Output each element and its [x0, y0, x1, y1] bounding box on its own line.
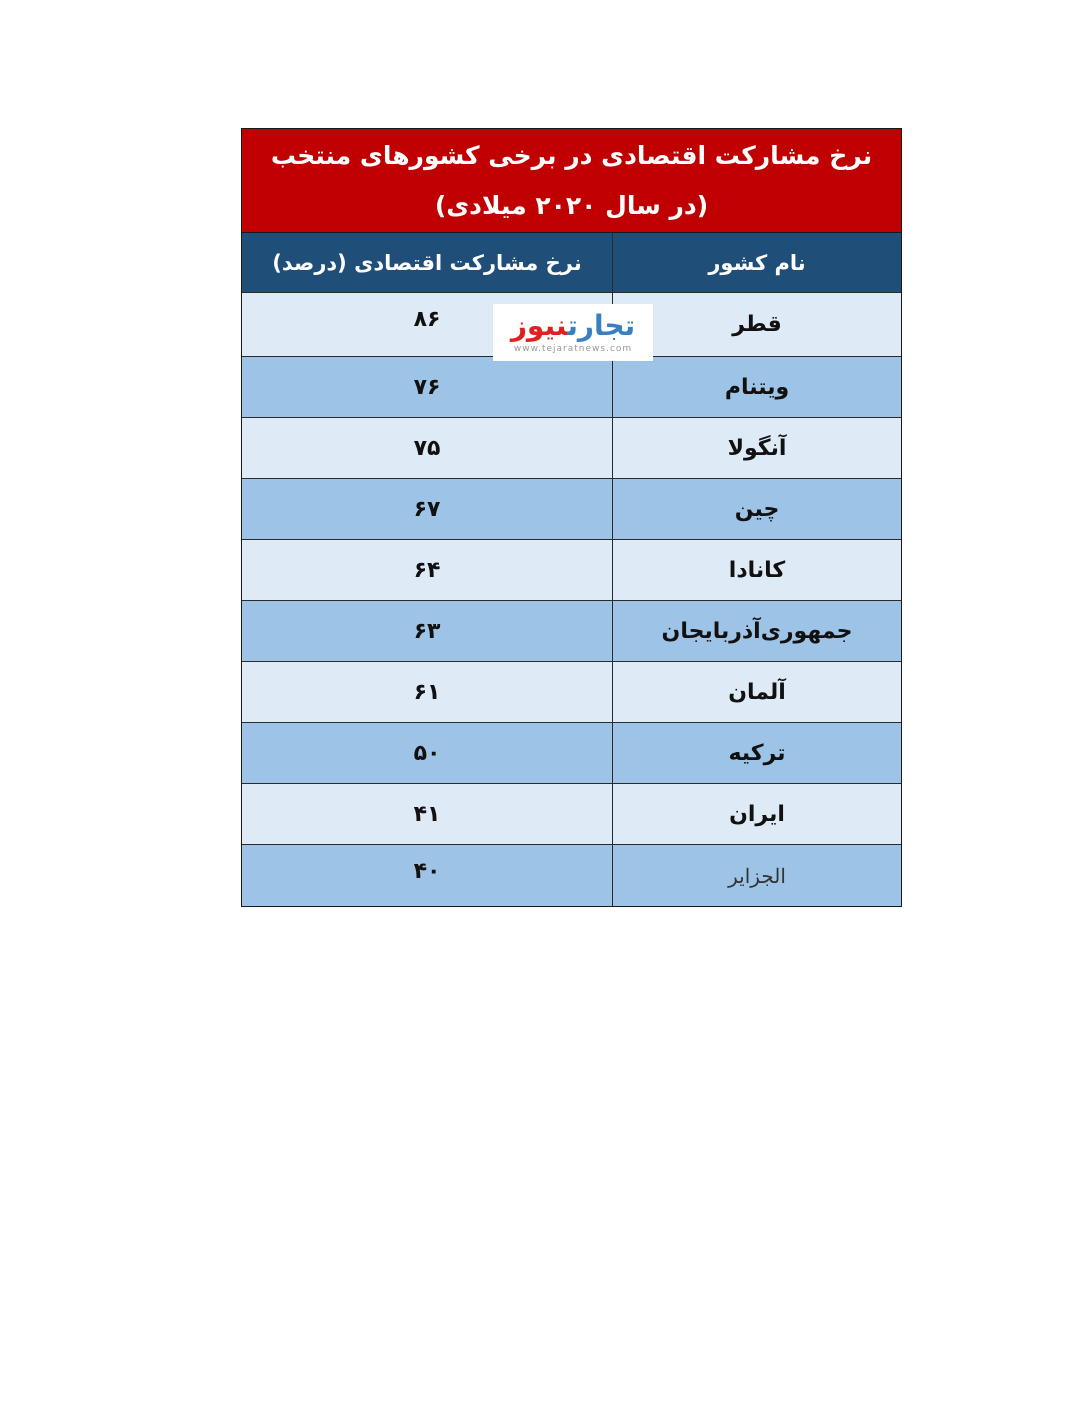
table-row: [242, 723, 901, 784]
country-cell: چین: [612, 479, 901, 539]
country-cell: ویتنام: [612, 357, 901, 417]
rate-cell: ۴۱: [413, 801, 441, 827]
table-title: [242, 129, 901, 233]
rate-cell: ۶۴: [413, 557, 441, 583]
participation-rate-table: [241, 128, 902, 907]
country-cell: ترکیه: [612, 723, 901, 783]
watermark-brand-part-1: تجارت: [567, 308, 636, 342]
country-cell: ایران: [612, 784, 901, 844]
table-row: [242, 662, 901, 723]
rate-cell: ۵۰: [413, 740, 441, 766]
watermark-brand-part-2: نیوز: [510, 308, 568, 342]
rate-cell: ۷۶: [413, 374, 441, 400]
table-row: [242, 845, 901, 906]
table-row: [242, 540, 901, 601]
country-cell: قطر: [612, 293, 901, 356]
rate-cell: ۴۰: [413, 859, 441, 884]
watermark-brand: [511, 310, 635, 342]
table-row: [242, 357, 901, 418]
table-row: [242, 418, 901, 479]
watermark-url: www.tejaratnews.com: [513, 343, 633, 354]
country-cell: کانادا: [612, 540, 901, 600]
rate-cell: ۷۵: [413, 435, 441, 461]
table-title-line-2: (در سال ۲۰۲۰ میلادی): [434, 190, 709, 220]
tejaratnews-watermark-logo: [493, 304, 653, 361]
table-row: [242, 479, 901, 540]
rate-cell: ۸۶: [413, 307, 441, 332]
country-cell: جمهوری‌آذربایجان: [612, 601, 901, 661]
header-rate: نرخ مشارکت اقتصادی (درصد): [272, 250, 582, 275]
table-row: [242, 784, 901, 845]
country-cell: آنگولا: [612, 418, 901, 478]
table-row: [242, 601, 901, 662]
rate-cell: ۶۷: [413, 496, 441, 522]
country-cell: الجزایر: [612, 845, 901, 906]
rate-cell: ۶۱: [413, 679, 441, 705]
rate-cell: ۶۳: [413, 618, 441, 644]
table-header-row: [242, 233, 901, 293]
country-cell: آلمان: [612, 662, 901, 722]
header-country: نام کشور: [612, 233, 901, 292]
table-title-line-1: نرخ مشارکت اقتصادی در برخی کشورهای منتخب: [270, 140, 873, 170]
